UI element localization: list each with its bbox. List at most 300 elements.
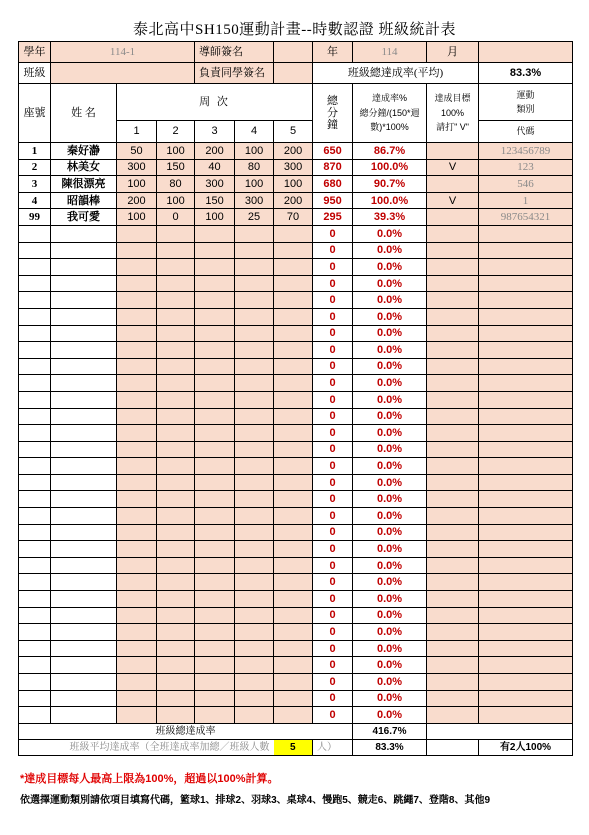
sport-code-cell[interactable]: [479, 425, 573, 442]
week-3-cell[interactable]: [195, 225, 235, 242]
name-cell[interactable]: [51, 325, 117, 342]
name-cell[interactable]: [51, 375, 117, 392]
week-5-cell[interactable]: [274, 491, 313, 508]
goal-cell[interactable]: [427, 707, 479, 724]
week-3-cell[interactable]: [195, 408, 235, 425]
week-5-cell[interactable]: [274, 275, 313, 292]
week-5-cell[interactable]: [274, 408, 313, 425]
week-2-cell[interactable]: [157, 225, 195, 242]
name-cell[interactable]: [51, 391, 117, 408]
sport-code-cell[interactable]: 987654321: [479, 209, 573, 226]
sport-code-cell[interactable]: [479, 574, 573, 591]
seat-cell[interactable]: [19, 541, 51, 558]
week-1-cell[interactable]: [117, 508, 157, 525]
week-3-cell[interactable]: [195, 275, 235, 292]
week-1-cell[interactable]: [117, 408, 157, 425]
name-cell[interactable]: [51, 541, 117, 558]
week-1-cell[interactable]: [117, 391, 157, 408]
week-2-cell[interactable]: [157, 508, 195, 525]
week-3-cell[interactable]: [195, 607, 235, 624]
week-1-cell[interactable]: [117, 474, 157, 491]
goal-cell[interactable]: [427, 342, 479, 359]
sport-code-cell[interactable]: [479, 541, 573, 558]
week-5-cell[interactable]: [274, 524, 313, 541]
week-4-cell[interactable]: [235, 242, 274, 259]
sport-code-cell[interactable]: [479, 491, 573, 508]
goal-cell[interactable]: [427, 524, 479, 541]
sport-code-cell[interactable]: [479, 591, 573, 608]
week-2-cell[interactable]: [157, 358, 195, 375]
week-1-cell[interactable]: [117, 275, 157, 292]
goal-cell[interactable]: [427, 209, 479, 226]
week-3-cell[interactable]: [195, 325, 235, 342]
week-2-cell[interactable]: 100: [157, 143, 195, 160]
week-4-cell[interactable]: 25: [235, 209, 274, 226]
week-3-cell[interactable]: [195, 242, 235, 259]
goal-cell[interactable]: [427, 325, 479, 342]
week-3-cell[interactable]: [195, 524, 235, 541]
seat-cell[interactable]: [19, 275, 51, 292]
week-1-cell[interactable]: [117, 607, 157, 624]
goal-cell[interactable]: [427, 375, 479, 392]
name-cell[interactable]: [51, 292, 117, 309]
week-1-cell[interactable]: [117, 591, 157, 608]
week-2-cell[interactable]: [157, 275, 195, 292]
seat-cell[interactable]: [19, 375, 51, 392]
week-1-cell[interactable]: [117, 458, 157, 475]
week-4-cell[interactable]: [235, 491, 274, 508]
week-1-cell[interactable]: [117, 541, 157, 558]
sport-code-cell[interactable]: 123456789: [479, 143, 573, 160]
week-2-cell[interactable]: [157, 391, 195, 408]
week-2-cell[interactable]: [157, 408, 195, 425]
name-cell[interactable]: [51, 342, 117, 359]
week-3-cell[interactable]: 100: [195, 209, 235, 226]
name-cell[interactable]: [51, 624, 117, 641]
week-1-cell[interactable]: [117, 325, 157, 342]
week-5-cell[interactable]: [274, 557, 313, 574]
week-2-cell[interactable]: [157, 325, 195, 342]
sport-code-cell[interactable]: [479, 375, 573, 392]
year-value[interactable]: 114-1: [51, 42, 195, 63]
sport-code-cell[interactable]: [479, 524, 573, 541]
seat-cell[interactable]: [19, 491, 51, 508]
week-3-cell[interactable]: [195, 342, 235, 359]
sport-code-cell[interactable]: [479, 275, 573, 292]
week-4-cell[interactable]: 80: [235, 159, 274, 176]
seat-cell[interactable]: [19, 425, 51, 442]
class-count-value[interactable]: 5: [274, 739, 313, 755]
week-4-cell[interactable]: [235, 690, 274, 707]
week-2-cell[interactable]: [157, 242, 195, 259]
goal-cell[interactable]: [427, 640, 479, 657]
week-5-cell[interactable]: [274, 441, 313, 458]
seat-cell[interactable]: [19, 358, 51, 375]
week-3-cell[interactable]: [195, 640, 235, 657]
goal-cell[interactable]: [427, 391, 479, 408]
seat-cell[interactable]: [19, 342, 51, 359]
week-1-cell[interactable]: [117, 225, 157, 242]
class-field[interactable]: [51, 63, 195, 84]
week-3-cell[interactable]: 200: [195, 143, 235, 160]
goal-cell[interactable]: [427, 259, 479, 276]
sport-code-cell[interactable]: [479, 640, 573, 657]
week-1-cell[interactable]: [117, 292, 157, 309]
week-3-cell[interactable]: [195, 491, 235, 508]
week-2-cell[interactable]: [157, 707, 195, 724]
seat-cell[interactable]: [19, 508, 51, 525]
name-cell[interactable]: [51, 607, 117, 624]
sport-code-cell[interactable]: [479, 325, 573, 342]
week-3-cell[interactable]: [195, 690, 235, 707]
seat-cell[interactable]: [19, 557, 51, 574]
week-4-cell[interactable]: [235, 275, 274, 292]
week-5-cell[interactable]: [274, 391, 313, 408]
goal-cell[interactable]: [427, 674, 479, 691]
goal-cell[interactable]: [427, 474, 479, 491]
sport-code-cell[interactable]: [479, 259, 573, 276]
goal-cell[interactable]: [427, 275, 479, 292]
goal-cell[interactable]: [427, 657, 479, 674]
week-4-cell[interactable]: [235, 707, 274, 724]
goal-cell[interactable]: [427, 176, 479, 193]
week-4-cell[interactable]: [235, 657, 274, 674]
goal-cell[interactable]: [427, 591, 479, 608]
week-2-cell[interactable]: [157, 524, 195, 541]
week-3-cell[interactable]: [195, 508, 235, 525]
week-1-cell[interactable]: [117, 308, 157, 325]
sport-code-cell[interactable]: [479, 508, 573, 525]
seat-cell[interactable]: [19, 441, 51, 458]
week-1-cell[interactable]: [117, 557, 157, 574]
week-4-cell[interactable]: [235, 508, 274, 525]
week-5-cell[interactable]: [274, 325, 313, 342]
week-1-cell[interactable]: [117, 624, 157, 641]
week-1-cell[interactable]: [117, 574, 157, 591]
week-4-cell[interactable]: [235, 541, 274, 558]
sport-code-cell[interactable]: [479, 474, 573, 491]
seat-cell[interactable]: [19, 574, 51, 591]
week-3-cell[interactable]: [195, 707, 235, 724]
week-5-cell[interactable]: [274, 358, 313, 375]
week-2-cell[interactable]: [157, 441, 195, 458]
name-cell[interactable]: [51, 591, 117, 608]
week-4-cell[interactable]: [235, 292, 274, 309]
sport-code-cell[interactable]: [479, 674, 573, 691]
week-4-cell[interactable]: 300: [235, 192, 274, 209]
week-3-cell[interactable]: [195, 674, 235, 691]
week-1-cell[interactable]: [117, 640, 157, 657]
week-1-cell[interactable]: 50: [117, 143, 157, 160]
week-5-cell[interactable]: 70: [274, 209, 313, 226]
week-4-cell[interactable]: 100: [235, 143, 274, 160]
week-3-cell[interactable]: [195, 624, 235, 641]
week-3-cell[interactable]: [195, 574, 235, 591]
week-4-cell[interactable]: [235, 308, 274, 325]
week-5-cell[interactable]: [274, 607, 313, 624]
goal-cell[interactable]: [427, 690, 479, 707]
week-5-cell[interactable]: [274, 674, 313, 691]
week-3-cell[interactable]: 150: [195, 192, 235, 209]
week-1-cell[interactable]: [117, 358, 157, 375]
week-1-cell[interactable]: 300: [117, 159, 157, 176]
seat-cell[interactable]: [19, 259, 51, 276]
week-5-cell[interactable]: [274, 707, 313, 724]
week-3-cell[interactable]: [195, 657, 235, 674]
nian-value[interactable]: 114: [353, 42, 427, 63]
seat-cell[interactable]: [19, 640, 51, 657]
week-2-cell[interactable]: [157, 458, 195, 475]
week-3-cell[interactable]: [195, 557, 235, 574]
week-5-cell[interactable]: [274, 574, 313, 591]
name-cell[interactable]: [51, 707, 117, 724]
week-2-cell[interactable]: [157, 292, 195, 309]
seat-cell[interactable]: [19, 707, 51, 724]
week-1-cell[interactable]: [117, 657, 157, 674]
week-1-cell[interactable]: [117, 242, 157, 259]
week-4-cell[interactable]: [235, 591, 274, 608]
week-2-cell[interactable]: [157, 541, 195, 558]
week-5-cell[interactable]: [274, 259, 313, 276]
goal-cell[interactable]: [427, 624, 479, 641]
goal-cell[interactable]: [427, 607, 479, 624]
seat-cell[interactable]: [19, 391, 51, 408]
name-cell[interactable]: [51, 358, 117, 375]
week-3-cell[interactable]: 40: [195, 159, 235, 176]
sport-code-cell[interactable]: [479, 292, 573, 309]
name-cell[interactable]: [51, 242, 117, 259]
sport-code-cell[interactable]: [479, 441, 573, 458]
sport-code-cell[interactable]: [479, 624, 573, 641]
week-4-cell[interactable]: [235, 458, 274, 475]
week-1-cell[interactable]: 100: [117, 176, 157, 193]
name-cell[interactable]: [51, 640, 117, 657]
goal-cell[interactable]: [427, 508, 479, 525]
week-4-cell[interactable]: [235, 574, 274, 591]
month-field[interactable]: [479, 42, 573, 63]
week-5-cell[interactable]: [274, 375, 313, 392]
week-3-cell[interactable]: [195, 375, 235, 392]
name-cell[interactable]: [51, 425, 117, 442]
week-4-cell[interactable]: [235, 225, 274, 242]
seat-cell[interactable]: [19, 242, 51, 259]
week-1-cell[interactable]: [117, 491, 157, 508]
sport-code-cell[interactable]: [479, 707, 573, 724]
week-5-cell[interactable]: [274, 474, 313, 491]
goal-cell[interactable]: [427, 308, 479, 325]
week-5-cell[interactable]: [274, 591, 313, 608]
teacher-sign-field[interactable]: [274, 42, 313, 63]
sport-code-cell[interactable]: [479, 458, 573, 475]
week-5-cell[interactable]: [274, 342, 313, 359]
week-2-cell[interactable]: [157, 607, 195, 624]
goal-cell[interactable]: [427, 441, 479, 458]
week-2-cell[interactable]: 150: [157, 159, 195, 176]
name-cell[interactable]: [51, 308, 117, 325]
goal-cell[interactable]: [427, 458, 479, 475]
week-3-cell[interactable]: [195, 458, 235, 475]
week-3-cell[interactable]: [195, 474, 235, 491]
week-2-cell[interactable]: 80: [157, 176, 195, 193]
week-3-cell[interactable]: [195, 591, 235, 608]
week-1-cell[interactable]: [117, 707, 157, 724]
goal-cell[interactable]: V: [427, 192, 479, 209]
sport-code-cell[interactable]: 123: [479, 159, 573, 176]
week-4-cell[interactable]: [235, 441, 274, 458]
seat-cell[interactable]: [19, 690, 51, 707]
week-2-cell[interactable]: [157, 557, 195, 574]
seat-cell[interactable]: [19, 674, 51, 691]
week-4-cell[interactable]: [235, 607, 274, 624]
week-3-cell[interactable]: [195, 391, 235, 408]
name-cell[interactable]: [51, 458, 117, 475]
week-2-cell[interactable]: [157, 624, 195, 641]
week-1-cell[interactable]: [117, 690, 157, 707]
name-cell[interactable]: [51, 674, 117, 691]
seat-cell[interactable]: [19, 624, 51, 641]
week-4-cell[interactable]: [235, 474, 274, 491]
name-cell[interactable]: [51, 574, 117, 591]
name-cell[interactable]: [51, 275, 117, 292]
week-3-cell[interactable]: [195, 441, 235, 458]
week-4-cell[interactable]: [235, 524, 274, 541]
sport-code-cell[interactable]: [479, 557, 573, 574]
name-cell[interactable]: [51, 557, 117, 574]
sport-code-cell[interactable]: [479, 408, 573, 425]
week-2-cell[interactable]: [157, 375, 195, 392]
week-2-cell[interactable]: [157, 574, 195, 591]
goal-cell[interactable]: [427, 292, 479, 309]
week-5-cell[interactable]: 200: [274, 143, 313, 160]
name-cell[interactable]: [51, 657, 117, 674]
goal-cell[interactable]: [427, 574, 479, 591]
goal-cell[interactable]: [427, 225, 479, 242]
seat-cell[interactable]: [19, 524, 51, 541]
sport-code-cell[interactable]: [479, 308, 573, 325]
week-2-cell[interactable]: [157, 657, 195, 674]
week-1-cell[interactable]: [117, 375, 157, 392]
week-5-cell[interactable]: 100: [274, 176, 313, 193]
week-4-cell[interactable]: [235, 375, 274, 392]
week-1-cell[interactable]: [117, 674, 157, 691]
goal-cell[interactable]: V: [427, 159, 479, 176]
seat-cell[interactable]: [19, 474, 51, 491]
sport-code-cell[interactable]: [479, 342, 573, 359]
week-4-cell[interactable]: [235, 640, 274, 657]
week-4-cell[interactable]: [235, 624, 274, 641]
week-5-cell[interactable]: 300: [274, 159, 313, 176]
week-5-cell[interactable]: [274, 458, 313, 475]
week-5-cell[interactable]: [274, 657, 313, 674]
seat-cell[interactable]: [19, 225, 51, 242]
seat-cell[interactable]: [19, 292, 51, 309]
name-cell[interactable]: [51, 474, 117, 491]
week-4-cell[interactable]: [235, 674, 274, 691]
goal-cell[interactable]: [427, 425, 479, 442]
week-2-cell[interactable]: [157, 640, 195, 657]
name-cell[interactable]: [51, 441, 117, 458]
goal-cell[interactable]: [427, 408, 479, 425]
week-5-cell[interactable]: [274, 292, 313, 309]
sport-code-cell[interactable]: [479, 391, 573, 408]
week-2-cell[interactable]: [157, 308, 195, 325]
week-3-cell[interactable]: [195, 425, 235, 442]
name-cell[interactable]: [51, 225, 117, 242]
week-4-cell[interactable]: [235, 358, 274, 375]
week-1-cell[interactable]: [117, 259, 157, 276]
week-5-cell[interactable]: [274, 225, 313, 242]
week-3-cell[interactable]: [195, 541, 235, 558]
week-1-cell[interactable]: 100: [117, 209, 157, 226]
seat-cell[interactable]: [19, 325, 51, 342]
week-5-cell[interactable]: [274, 624, 313, 641]
week-2-cell[interactable]: [157, 425, 195, 442]
week-5-cell[interactable]: [274, 640, 313, 657]
sport-code-cell[interactable]: [479, 358, 573, 375]
week-2-cell[interactable]: [157, 690, 195, 707]
seat-cell[interactable]: [19, 591, 51, 608]
week-4-cell[interactable]: [235, 557, 274, 574]
name-cell[interactable]: [51, 508, 117, 525]
goal-cell[interactable]: [427, 541, 479, 558]
name-cell[interactable]: [51, 408, 117, 425]
week-2-cell[interactable]: [157, 491, 195, 508]
name-cell[interactable]: [51, 524, 117, 541]
week-4-cell[interactable]: [235, 391, 274, 408]
week-4-cell[interactable]: [235, 408, 274, 425]
week-3-cell[interactable]: [195, 308, 235, 325]
goal-cell[interactable]: [427, 491, 479, 508]
name-cell[interactable]: [51, 259, 117, 276]
sport-code-cell[interactable]: [479, 607, 573, 624]
goal-cell[interactable]: [427, 358, 479, 375]
seat-cell[interactable]: [19, 657, 51, 674]
goal-cell[interactable]: [427, 143, 479, 160]
week-2-cell[interactable]: [157, 342, 195, 359]
week-4-cell[interactable]: [235, 425, 274, 442]
week-1-cell[interactable]: [117, 425, 157, 442]
week-3-cell[interactable]: [195, 292, 235, 309]
name-cell[interactable]: [51, 491, 117, 508]
week-1-cell[interactable]: [117, 441, 157, 458]
week-2-cell[interactable]: [157, 591, 195, 608]
week-5-cell[interactable]: [274, 690, 313, 707]
week-2-cell[interactable]: [157, 674, 195, 691]
week-3-cell[interactable]: 300: [195, 176, 235, 193]
student-sign-field[interactable]: [274, 63, 313, 84]
week-1-cell[interactable]: [117, 524, 157, 541]
week-4-cell[interactable]: 100: [235, 176, 274, 193]
week-1-cell[interactable]: 200: [117, 192, 157, 209]
goal-cell[interactable]: [427, 557, 479, 574]
seat-cell[interactable]: [19, 408, 51, 425]
name-cell[interactable]: [51, 690, 117, 707]
week-4-cell[interactable]: [235, 325, 274, 342]
week-5-cell[interactable]: [274, 541, 313, 558]
week-5-cell[interactable]: 200: [274, 192, 313, 209]
sport-code-cell[interactable]: [479, 225, 573, 242]
week-5-cell[interactable]: [274, 308, 313, 325]
sport-code-cell[interactable]: [479, 690, 573, 707]
week-3-cell[interactable]: [195, 259, 235, 276]
sport-code-cell[interactable]: [479, 657, 573, 674]
week-4-cell[interactable]: [235, 342, 274, 359]
seat-cell[interactable]: [19, 308, 51, 325]
week-2-cell[interactable]: 0: [157, 209, 195, 226]
week-5-cell[interactable]: [274, 425, 313, 442]
week-3-cell[interactable]: [195, 358, 235, 375]
week-5-cell[interactable]: [274, 508, 313, 525]
